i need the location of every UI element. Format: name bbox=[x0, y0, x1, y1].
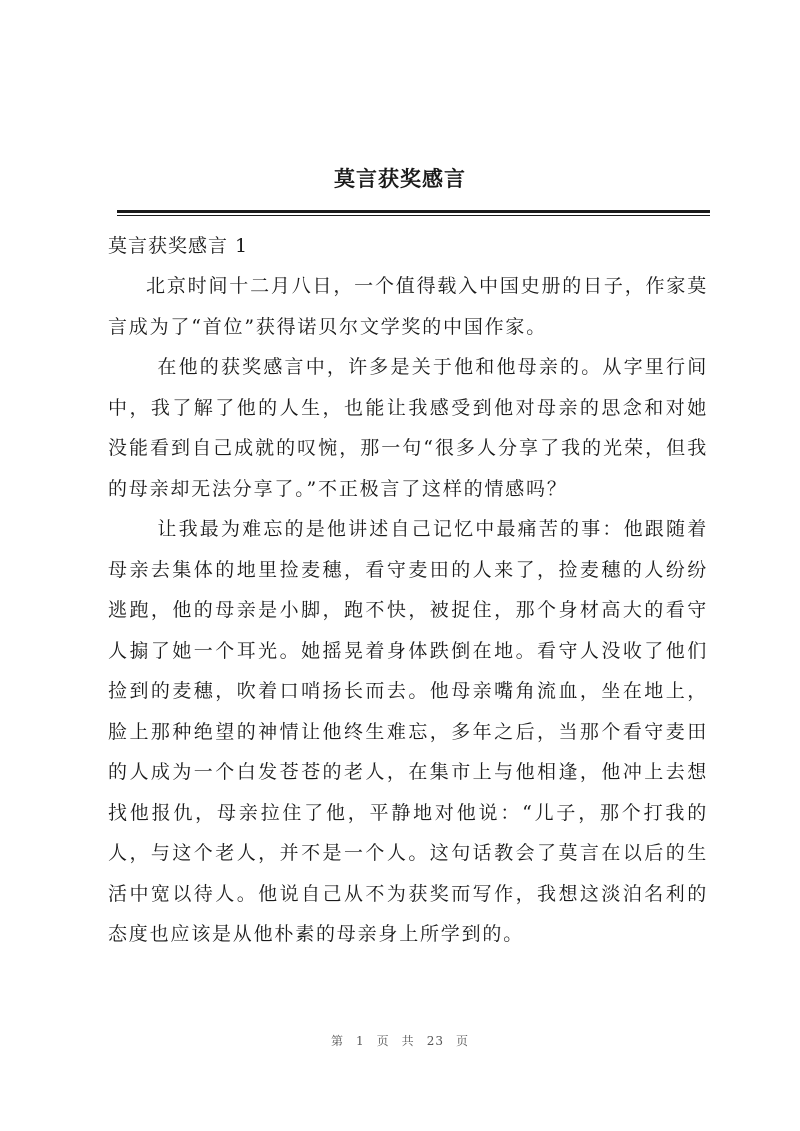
section-heading: 莫言获奖感言 1 bbox=[108, 235, 249, 257]
title-divider-thin bbox=[117, 215, 710, 216]
title-divider-thick bbox=[117, 210, 710, 213]
document-body bbox=[108, 226, 708, 955]
document-title: 莫言获奖感言 bbox=[334, 166, 466, 191]
footer-page-unit: 页 bbox=[376, 1034, 390, 1048]
paragraph-2: 在他的获奖感言中，许多是关于他和他母亲的。从字里行间中，我了解了他的人生，也能让我感受到他对母亲的思念和对她没能看到自己成就的叹惋，那一句“很多人分享了我的光荣，但我的母亲却无法分享了。”不正极言了这样的情感吗？ bbox=[108, 356, 708, 500]
footer-total-pages: 23 bbox=[426, 1034, 444, 1048]
paragraph-1: 北京时间十二月八日，一个值得载入中国史册的日子，作家莫言成为了“首位”获得诺贝尔文学奖的中国作家。 bbox=[108, 275, 708, 338]
footer-page-number: 1 bbox=[356, 1034, 365, 1048]
footer-page-label: 第 bbox=[331, 1034, 345, 1048]
footer-total-unit: 页 bbox=[455, 1034, 469, 1048]
paragraph-3: 让我最为难忘的是他讲述自己记忆中最痛苦的事：他跟随着母亲去集体的地里捡麦穗，看守麦田的人来了，捡麦穗的人纷纷逃跑，他的母亲是小脚，跑不快，被捉住，那个身材高大的看守人搧了她一个耳光。她摇晃着身体跌倒在地。看守人没收了他们捡到的麦穗，吹着口哨扬长而去。他母亲嘴角流血，坐在地上，脸上那种绝望的神情让他终生难忘，多年之后，当那个看守麦田的人成为一个白发苍苍的老人，在集市上与他相逢，他冲上去想找他报仇，母亲拉住了他，平静地对他说：“儿子，那个打我的人，与这个老人，并不是一个人。这句话教会了莫言在以后的生活中宽以待人。他说自己从不为获奖而写作，我想这淡泊名利的态度也应该是从他朴素的母亲身上所学到的。 bbox=[108, 518, 708, 945]
footer-total-label: 共 bbox=[401, 1034, 415, 1048]
page-footer bbox=[0, 1032, 800, 1049]
